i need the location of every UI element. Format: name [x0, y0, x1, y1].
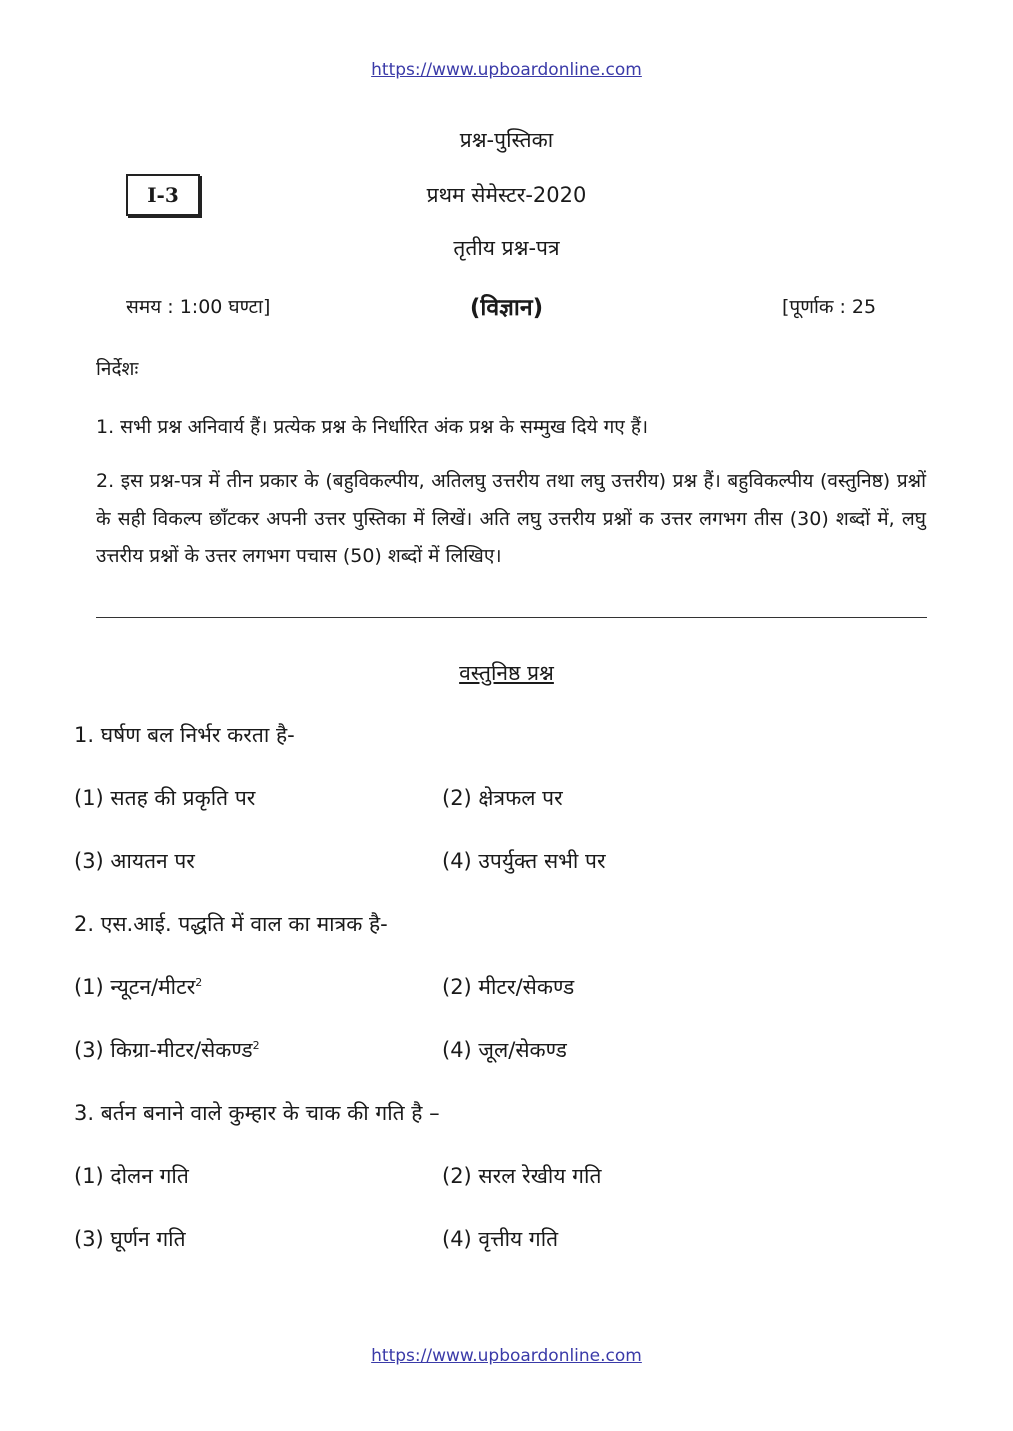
header-link[interactable]: https://www.upboardonline.com	[371, 60, 642, 80]
q2-option-3	[74, 1036, 260, 1064]
q3-option-1	[74, 1162, 189, 1190]
option-label: (4) उपर्युक्त सभी पर	[442, 849, 606, 873]
option-label: (3) घूर्णन गति	[74, 1227, 186, 1251]
divider	[96, 617, 927, 618]
instruction-1: 1. सभी प्रश्न अनिवार्य हैं। प्रत्येक प्रश्न के निर्धारित अंक प्रश्न के सम्मुख दिये गए हैं।	[96, 416, 649, 438]
question-1: 1. घर्षण बल निर्भर करता है-	[74, 723, 295, 747]
footer-link[interactable]: https://www.upboardonline.com	[371, 1346, 642, 1366]
instruction-2: 2. इस प्रश्न-पत्र में तीन प्रकार के (बहुविकल्पीय, अतिलघु उत्तरीय तथा लघु उत्तरीय) प्रश्न हैं। बहुविकल्पीय (वस्तुनिष्ठ) प्रश्नों के सही विकल्प छाँटकर अपनी उत्तर पुस्तिका में लिखें। अति लघु उत्तरीय प्रश्नों क उत्तर लगभग तीस (30) शब्दों में, लघु उत्तरीय प्रश्नों के उत्तर लगभग पचास (50) शब्दों में लिखिए।	[96, 470, 926, 567]
option-label: (1) सतह की प्रकृति पर	[74, 786, 256, 810]
option-sup: 2	[252, 1039, 260, 1052]
booklet-title: प्रश्न-पुस्तिका	[459, 128, 554, 152]
semester-title: प्रथम सेमेस्टर-2020	[426, 183, 587, 207]
option-label: (1) दोलन गति	[74, 1164, 189, 1188]
time-label: समय : 1:00 घण्टा]	[126, 296, 271, 318]
q1-option-2	[442, 784, 563, 812]
q3-option-3	[74, 1225, 186, 1253]
q2-option-2	[442, 973, 574, 1001]
subject-title: (विज्ञान)	[469, 295, 544, 321]
paper-code: I-3	[147, 183, 179, 207]
q2-option-4	[442, 1036, 567, 1064]
question-3: 3. बर्तन बनाने वाले कुम्हार के चाक की गति है –	[74, 1101, 440, 1125]
paper-title: तृतीय प्रश्न-पत्र	[453, 236, 560, 260]
option-label: (1) न्यूटन/मीटर	[74, 975, 196, 999]
option-label: (4) वृत्तीय गति	[442, 1227, 559, 1251]
q1-option-1	[74, 784, 255, 812]
q3-option-2	[442, 1162, 601, 1190]
option-label: (3) आयतन पर	[74, 849, 195, 873]
option-sup: 2	[195, 976, 203, 989]
option-label: (2) मीटर/सेकण्ड	[442, 975, 575, 999]
max-marks: [पूर्णाक : 25	[782, 296, 877, 318]
q2-option-1	[74, 973, 202, 1001]
instructions-heading: निर्देशः	[96, 358, 139, 380]
question-2: 2. एस.आई. पद्धति में वाल का मात्रक है-	[74, 912, 388, 936]
q3-option-4	[442, 1225, 558, 1253]
q1-option-4	[442, 847, 606, 875]
q1-option-3	[74, 847, 195, 875]
option-label: (4) जूल/सेकण्ड	[442, 1038, 567, 1062]
option-label: (2) क्षेत्रफल पर	[442, 786, 563, 810]
option-label: (3) किग्रा-मीटर/सेकण्ड	[74, 1038, 253, 1062]
option-label: (2) सरल रेखीय गति	[442, 1164, 602, 1188]
section-title: वस्तुनिष्ठ प्रश्न	[459, 661, 554, 685]
